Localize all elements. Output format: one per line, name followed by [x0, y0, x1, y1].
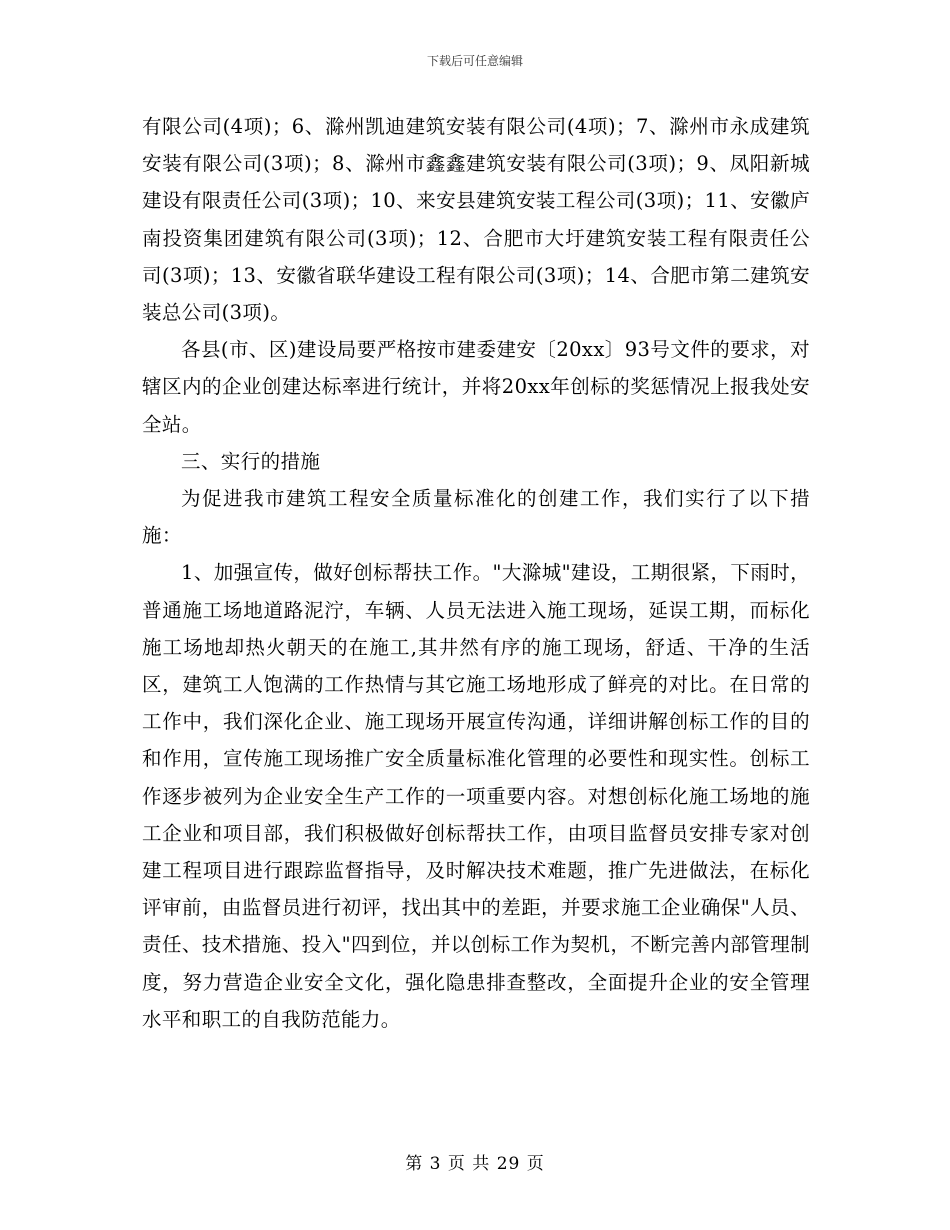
page-number-footer: 第 3 页 共 29 页	[405, 1154, 545, 1174]
section-heading-measures: 三、实行的措施	[181, 449, 321, 473]
paragraph-measure-1: 1、加强宣传，做好创标帮扶工作。"大滁城"建设，工期很紧，下雨时，普通施工场地道路泥泞，车辆、人员无法进入施工现场，延误工期，而标化施工场地却热火朝天的在施工,其井然有序的施工现场，舒适、干净的生活区，建筑工人饱满的工作热情与其它施工场地形成了鲜亮的对比。在日常的工作中，我们深化企业、施工现场开展宣传沟通，详细讲解创标工作的目的和作用，宣传施工现场推广安全质量标准化管理的必要性和现实性。创标工作逐步被列为企业安全生产工作的一项重要内容。对想创标化施工场地的施工企业和项目部，我们积极做好创标帮扶工作，由项目监督员安排专家对创建工程项目进行跟踪监督指导，及时解决技术难题，推广先进做法，在标化评审前，由监督员进行初评，找出其中的差距，并要求施工企业确保"人员、责任、技术措施、投入"四到位，并以创标工作为契机，不断完善内部管理制度，努力营造企业安全文化，强化隐患排查整改，全面提升企业的安全管理水平和职工的自我防范能力。	[142, 561, 810, 1031]
document-body	[142, 108, 810, 1038]
page-header: 下载后可任意编辑	[426, 54, 523, 68]
paragraph-measures-intro: 为促进我市建筑工程安全质量标准化的创建工作，我们实行了以下措施：	[142, 487, 810, 548]
paragraph-county-requirement: 各县(市、区)建设局要严格按市建委建安〔20xx〕93号文件的要求，对辖区内的企业创建达标率进行统计，并将20xx年创标的奖惩情况上报我处安全站。	[142, 338, 810, 436]
paragraph-company-list: 有限公司(4项)；6、滁州凯迪建筑安装有限公司(4项)；7、滁州市永成建筑安装有限公司(3项)；8、滁州市鑫鑫建筑安装有限公司(3项)；9、凤阳新城建设有限责任公司(3项)；10、来安县建筑安装工程公司(3项)；11、安徽庐南投资集团建筑有限公司(3项)；12、合肥市大圩建筑安装工程有限责任公司(3项)；13、安徽省联华建设工程有限公司(3项)；14、合肥市第二建筑安装总公司(3项)。	[142, 115, 810, 325]
